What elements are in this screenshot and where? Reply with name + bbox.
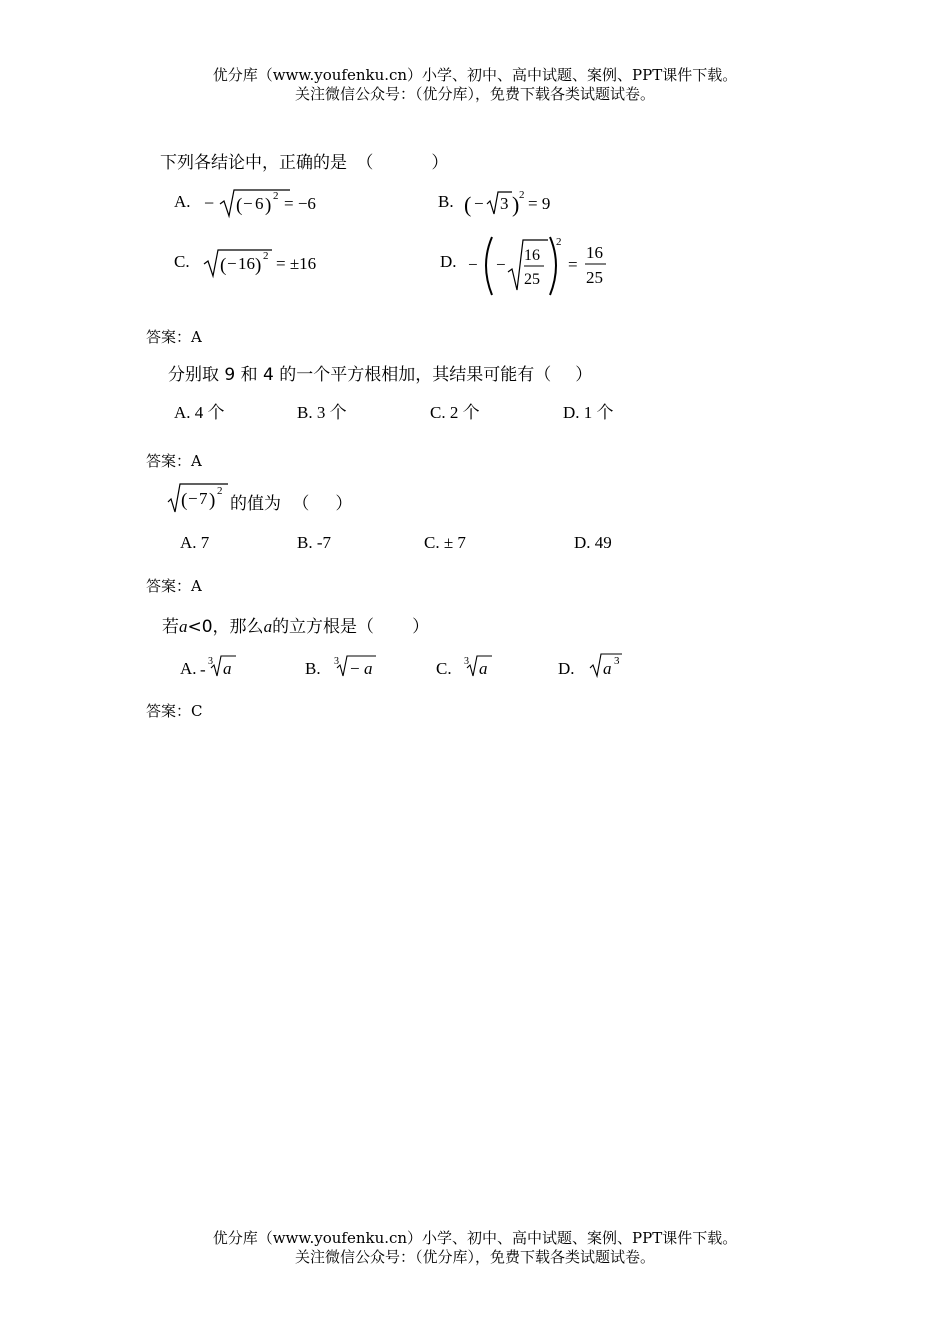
svg-text:−: − — [496, 255, 506, 274]
svg-text:−: − — [227, 254, 237, 273]
svg-text:3: 3 — [614, 655, 620, 667]
svg-text:−: − — [468, 255, 478, 274]
q2-option-d: D. 1 个 — [563, 403, 614, 422]
q1-paren-open: （ — [356, 153, 374, 173]
svg-text:−: − — [474, 194, 484, 213]
q1-stem-line — [160, 148, 448, 173]
q4-option-d-label: D. — [558, 659, 575, 678]
q3-option-d: D. 49 — [574, 533, 612, 552]
page-header — [0, 66, 950, 104]
svg-text:(: ( — [181, 490, 188, 511]
q4-var-a-2: a — [263, 617, 273, 636]
q2-answer: 答案：A — [146, 452, 202, 470]
q4-option-b-formula — [332, 650, 382, 682]
q1-stem: 下列各结论中，正确的是 — [160, 153, 347, 173]
header-line-1: 优分库（www.youfenku.cn）小学、初中、高中试题、案例、PPT课件下载。 — [212, 66, 738, 84]
q1-option-b-label: B. — [438, 192, 454, 211]
svg-text:(: ( — [236, 195, 243, 216]
q3-answer: 答案：A — [146, 577, 202, 595]
svg-text:a: a — [479, 659, 488, 678]
q2-option-a: A. 4 个 — [174, 403, 225, 422]
svg-text:3: 3 — [208, 656, 213, 667]
q4-option-c-label: C. — [436, 659, 452, 678]
q1-option-b-formula — [462, 182, 572, 222]
q2-stem-line — [168, 360, 592, 385]
page-footer — [0, 1229, 950, 1267]
svg-text:3: 3 — [500, 194, 509, 213]
q2-option-c: C. 2 个 — [430, 403, 480, 422]
q4-stem-pre: 若 — [162, 617, 179, 637]
q4-stem-post: 的立方根是（ — [272, 617, 375, 637]
q1-option-a-formula — [202, 182, 342, 222]
svg-text:3: 3 — [334, 656, 339, 667]
q4-option-a-label: A. — [180, 659, 197, 678]
svg-text:): ) — [209, 490, 216, 511]
q3-stem-line — [230, 489, 352, 514]
q4-option-b-label: B. — [305, 659, 321, 678]
svg-text:): ) — [512, 192, 520, 217]
q1-option-d-label: D. — [440, 252, 457, 271]
q3-stem: 的值为 — [230, 494, 281, 514]
q3-paren-close: ） — [335, 494, 353, 514]
svg-text:−: − — [188, 489, 198, 508]
svg-text:= −6: = −6 — [284, 194, 316, 213]
q4-answer: 答案：C — [146, 702, 203, 720]
svg-text:2: 2 — [519, 189, 525, 201]
q3-paren-open: （ — [292, 494, 310, 514]
svg-text:6: 6 — [255, 194, 264, 213]
svg-text:2: 2 — [263, 250, 269, 262]
svg-text:a: a — [364, 659, 373, 678]
q3-option-c: C. ± 7 — [424, 533, 466, 552]
svg-text:): ) — [265, 195, 272, 216]
q1-paren-close: ） — [431, 153, 449, 173]
q1-option-a-label: A. — [174, 192, 191, 211]
svg-text:−: − — [243, 194, 253, 213]
svg-text:(: ( — [464, 192, 472, 217]
svg-text:25: 25 — [586, 268, 603, 287]
svg-text:7: 7 — [199, 489, 208, 508]
svg-text:= 9: = 9 — [528, 194, 551, 213]
q1-option-c-label: C. — [174, 252, 190, 271]
footer-line-1: 优分库（www.youfenku.cn）小学、初中、高中试题、案例、PPT课件下载。 — [212, 1229, 738, 1247]
q4-stem-line — [162, 612, 429, 637]
svg-text:16: 16 — [238, 254, 255, 273]
svg-text:−: − — [204, 193, 215, 213]
svg-text:16: 16 — [524, 247, 540, 264]
header-line-2: 关注微信公众号：（优分库），免费下载各类试题试卷。 — [294, 85, 655, 103]
q4-var-a: a — [179, 617, 188, 636]
q1-option-d-formula — [466, 228, 616, 302]
q1-answer: 答案：A — [146, 328, 202, 346]
svg-text:a: a — [603, 659, 612, 678]
footer-line-2: 关注微信公众号：（优分库），免费下载各类试题试卷。 — [294, 1248, 655, 1266]
svg-text:2: 2 — [273, 190, 279, 202]
q1-option-c-formula — [200, 240, 340, 280]
q3-option-a: A. 7 — [180, 533, 210, 552]
q2-stem: 分别取 9 和 4 的一个平方根相加，其结果可能有（ — [168, 365, 552, 385]
q4-paren-close: ） — [412, 617, 430, 637]
svg-text:): ) — [255, 255, 262, 276]
svg-text:= ±16: = ±16 — [276, 254, 317, 273]
svg-text:2: 2 — [556, 236, 562, 248]
q3-formula — [164, 478, 232, 516]
q4-option-c-formula — [462, 650, 498, 682]
q4-option-a-formula — [198, 650, 242, 682]
svg-text:-: - — [200, 660, 206, 679]
svg-text:−: − — [350, 659, 360, 678]
svg-text:16: 16 — [586, 243, 603, 262]
q4-option-d-formula — [588, 648, 632, 682]
svg-text:a: a — [223, 659, 232, 678]
svg-text:2: 2 — [217, 485, 223, 497]
q4-stem-mid: <0，那么 — [187, 617, 264, 637]
svg-text:25: 25 — [524, 271, 540, 288]
q2-option-b: B. 3 个 — [297, 403, 347, 422]
q2-paren-close: ） — [575, 365, 593, 385]
svg-text:3: 3 — [464, 656, 469, 667]
svg-text:(: ( — [220, 255, 227, 276]
q3-option-b: B. -7 — [297, 533, 331, 552]
svg-text:=: = — [568, 255, 578, 274]
